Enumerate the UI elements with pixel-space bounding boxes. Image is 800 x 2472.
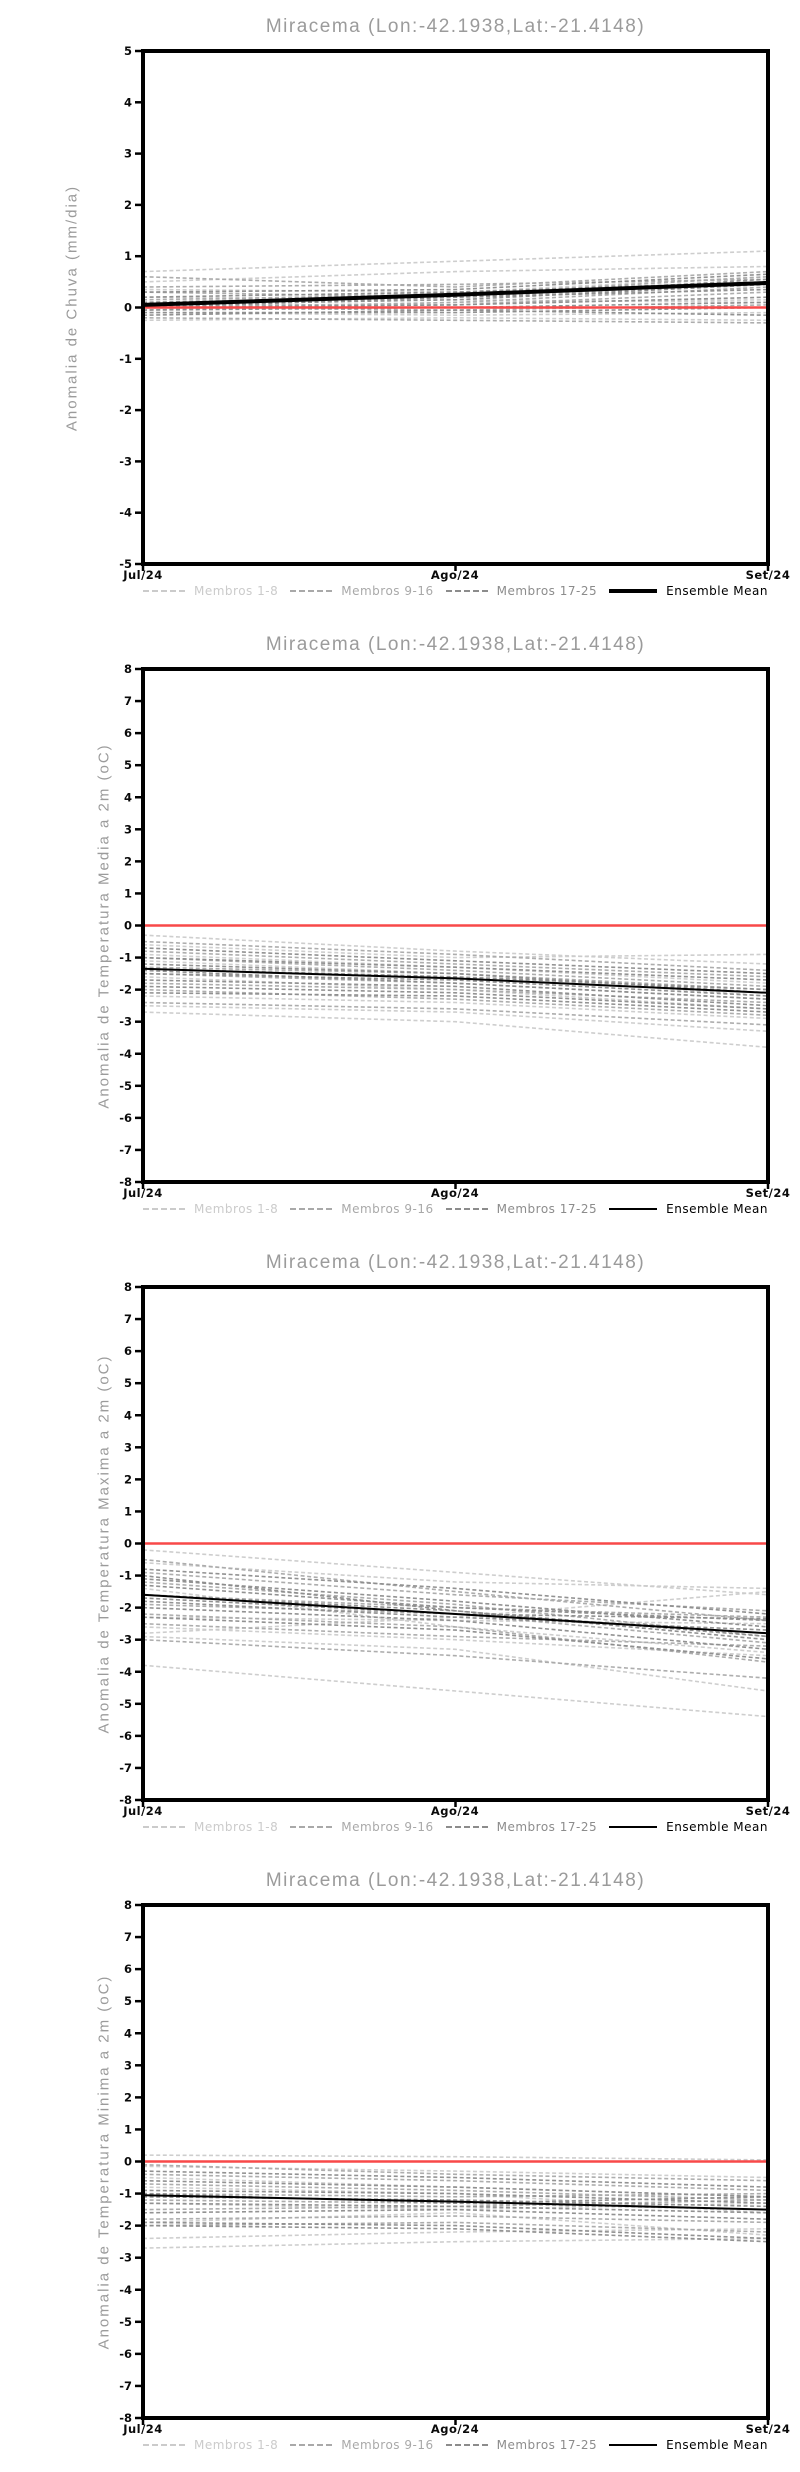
legend-item — [290, 1202, 433, 1216]
x-tick-label: Set/24 — [745, 1186, 791, 1200]
legend-label: Membros 1-8 — [194, 1820, 279, 1834]
y-tick-label: -5 — [119, 1078, 132, 1093]
legend-item — [143, 1202, 278, 1216]
x-tick-label: Set/24 — [745, 568, 791, 582]
y-tick-label: -2 — [119, 403, 132, 418]
y-tick-label: -2 — [119, 982, 132, 997]
legend-label: Membros 9-16 — [341, 2438, 434, 2452]
y-tick-label: 5 — [123, 44, 132, 59]
legend-label: Ensemble Mean — [666, 1202, 768, 1216]
legend-item — [290, 2438, 433, 2452]
legend-item — [446, 2438, 598, 2452]
legend-item — [609, 584, 768, 598]
y-tick-label: 0 — [123, 300, 132, 315]
legend-label: Membros 17-25 — [496, 1202, 598, 1216]
legend-item — [290, 1820, 433, 1834]
y-tick-label: -3 — [119, 1632, 132, 1647]
y-tick-label: 6 — [123, 726, 132, 741]
solid-line-sample — [609, 1826, 657, 1828]
plot-area — [0, 618, 800, 1236]
legend-label: Membros 1-8 — [194, 2438, 279, 2452]
x-tick-label: Jul/24 — [123, 1804, 163, 1818]
legend-label: Membros 17-25 — [496, 584, 598, 598]
y-tick-label: -7 — [119, 1760, 132, 1775]
y-tick-label: -8 — [119, 2411, 132, 2426]
y-tick-label: 8 — [123, 1898, 132, 1913]
y-tick-label: 7 — [123, 1312, 132, 1327]
y-tick-label: 4 — [123, 2026, 132, 2041]
y-tick-label: -1 — [119, 950, 132, 965]
y-tick-label: -2 — [119, 1600, 132, 1615]
y-tick-label: 3 — [123, 1440, 132, 1455]
y-tick-label: 5 — [123, 1376, 132, 1391]
legend-item — [609, 1202, 768, 1216]
legend-label: Membros 17-25 — [496, 1820, 598, 1834]
y-tick-label: 2 — [123, 854, 132, 869]
dashed-line-sample — [290, 1826, 332, 1828]
y-tick-label: 0 — [123, 918, 132, 933]
y-tick-label: -2 — [119, 2218, 132, 2233]
legend-item — [446, 1820, 598, 1834]
x-tick-label: Ago/24 — [430, 1186, 480, 1200]
y-tick-label: -5 — [119, 557, 132, 572]
y-tick-label: -4 — [119, 1664, 132, 1679]
legend-label: Ensemble Mean — [666, 584, 768, 598]
chart-min-temp-anomaly — [0, 1854, 800, 2472]
y-tick-label: 2 — [123, 1472, 132, 1487]
y-tick-label: 1 — [123, 2122, 132, 2137]
y-tick-label: 1 — [123, 886, 132, 901]
y-axis-label: Anomalia de Temperatura Media a 2m (oC) — [95, 743, 113, 1109]
legend-label: Membros 9-16 — [341, 1820, 434, 1834]
legend-item — [446, 584, 598, 598]
y-tick-label: 1 — [123, 1504, 132, 1519]
legend-item — [143, 2438, 278, 2452]
chart-rain-anomaly — [0, 0, 800, 618]
ensemble-member-line — [143, 2239, 768, 2249]
y-tick-label: -7 — [119, 2378, 132, 2393]
x-tick-label: Ago/24 — [430, 2422, 480, 2436]
x-tick-label: Jul/24 — [123, 568, 163, 582]
y-axis-label: Anomalia de Temperatura Maxima a 2m (oC) — [95, 1354, 113, 1734]
x-tick-label: Ago/24 — [430, 1804, 480, 1818]
y-tick-label: -4 — [119, 2282, 132, 2297]
legend-label: Ensemble Mean — [666, 2438, 768, 2452]
x-tick-label: Set/24 — [745, 2422, 791, 2436]
chart-mean-temp-anomaly — [0, 618, 800, 1236]
chart-title: Miracema (Lon:-42.1938,Lat:-21.4148) — [265, 1870, 646, 1891]
y-tick-label: -7 — [119, 1142, 132, 1157]
dashed-line-sample — [143, 2444, 185, 2446]
y-tick-label: -4 — [119, 505, 132, 520]
y-tick-label: -4 — [119, 1046, 132, 1061]
ensemble-member-line — [143, 2155, 768, 2160]
ensemble-member-line — [143, 1627, 768, 1656]
y-tick-label: 2 — [123, 197, 132, 212]
legend-item — [609, 2438, 768, 2452]
chart-title: Miracema (Lon:-42.1938,Lat:-21.4148) — [265, 634, 646, 655]
ensemble-member-line — [143, 1012, 768, 1047]
y-tick-label: 5 — [123, 758, 132, 773]
y-tick-label: 4 — [123, 95, 132, 110]
legend-label: Ensemble Mean — [666, 1820, 768, 1834]
legend-item — [143, 1820, 278, 1834]
y-tick-label: 0 — [123, 1536, 132, 1551]
y-tick-label: -6 — [119, 1728, 132, 1743]
y-tick-label: -1 — [119, 1568, 132, 1583]
dashed-line-sample — [446, 590, 488, 592]
chart-max-temp-anomaly — [0, 1236, 800, 1854]
y-tick-label: -8 — [119, 1175, 132, 1190]
dashed-line-sample — [143, 1826, 185, 1828]
dashed-line-sample — [143, 590, 185, 592]
x-tick-label: Set/24 — [745, 1804, 791, 1818]
x-tick-label: Ago/24 — [430, 568, 480, 582]
y-tick-label: -3 — [119, 1014, 132, 1029]
legend — [143, 584, 768, 598]
plot-area — [0, 1854, 800, 2472]
legend-label: Membros 1-8 — [194, 1202, 279, 1216]
legend-item — [609, 1820, 768, 1834]
y-tick-label: 4 — [123, 790, 132, 805]
y-tick-label: -5 — [119, 2314, 132, 2329]
y-tick-label: 1 — [123, 249, 132, 264]
legend-label: Membros 9-16 — [341, 584, 434, 598]
y-tick-label: -1 — [119, 2186, 132, 2201]
y-axis-label: Anomalia de Chuva (mm/dia) — [63, 184, 81, 432]
chart-title: Miracema (Lon:-42.1938,Lat:-21.4148) — [265, 16, 646, 37]
plot-area — [0, 0, 800, 618]
y-tick-label: 2 — [123, 2090, 132, 2105]
chart-title: Miracema (Lon:-42.1938,Lat:-21.4148) — [265, 1252, 646, 1273]
y-tick-label: -5 — [119, 1696, 132, 1711]
legend-item — [446, 1202, 598, 1216]
y-tick-label: 3 — [123, 2058, 132, 2073]
y-tick-label: -6 — [119, 1110, 132, 1125]
y-tick-label: 3 — [123, 146, 132, 161]
solid-line-sample — [609, 2444, 657, 2446]
y-tick-label: 6 — [123, 1962, 132, 1977]
y-tick-label: -3 — [119, 454, 132, 469]
y-tick-label: -8 — [119, 1793, 132, 1808]
legend — [143, 2438, 768, 2452]
dashed-line-sample — [290, 1208, 332, 1210]
y-tick-label: 7 — [123, 694, 132, 709]
y-tick-label: 6 — [123, 1344, 132, 1359]
dashed-line-sample — [143, 1208, 185, 1210]
y-tick-label: 4 — [123, 1408, 132, 1423]
legend — [143, 1202, 768, 1216]
solid-line-sample — [609, 1208, 657, 1210]
plot-area — [0, 1236, 800, 1854]
legend-label: Membros 9-16 — [341, 1202, 434, 1216]
y-tick-label: -6 — [119, 2346, 132, 2361]
y-tick-label: 8 — [123, 1280, 132, 1295]
dashed-line-sample — [446, 1826, 488, 1828]
y-tick-label: 5 — [123, 1994, 132, 2009]
y-tick-label: -1 — [119, 351, 132, 366]
y-tick-label: 7 — [123, 1930, 132, 1945]
legend — [143, 1820, 768, 1834]
dashed-line-sample — [290, 590, 332, 592]
legend-label: Membros 17-25 — [496, 2438, 598, 2452]
y-tick-label: -3 — [119, 2250, 132, 2265]
solid-line-sample — [609, 589, 657, 593]
dashed-line-sample — [290, 2444, 332, 2446]
y-tick-label: 8 — [123, 662, 132, 677]
x-tick-label: Jul/24 — [123, 1186, 163, 1200]
y-axis-label: Anomalia de Temperatura Minima a 2m (oC) — [95, 1974, 113, 2350]
x-tick-label: Jul/24 — [123, 2422, 163, 2436]
dashed-line-sample — [446, 1208, 488, 1210]
legend-item — [290, 584, 433, 598]
legend-label: Membros 1-8 — [194, 584, 279, 598]
y-tick-label: 0 — [123, 2154, 132, 2169]
dashed-line-sample — [446, 2444, 488, 2446]
y-tick-label: 3 — [123, 822, 132, 837]
legend-item — [143, 584, 278, 598]
ensemble-member-line — [143, 1601, 768, 1630]
ensemble-member-line — [143, 1665, 768, 1716]
ensemble-member-line — [143, 935, 768, 964]
